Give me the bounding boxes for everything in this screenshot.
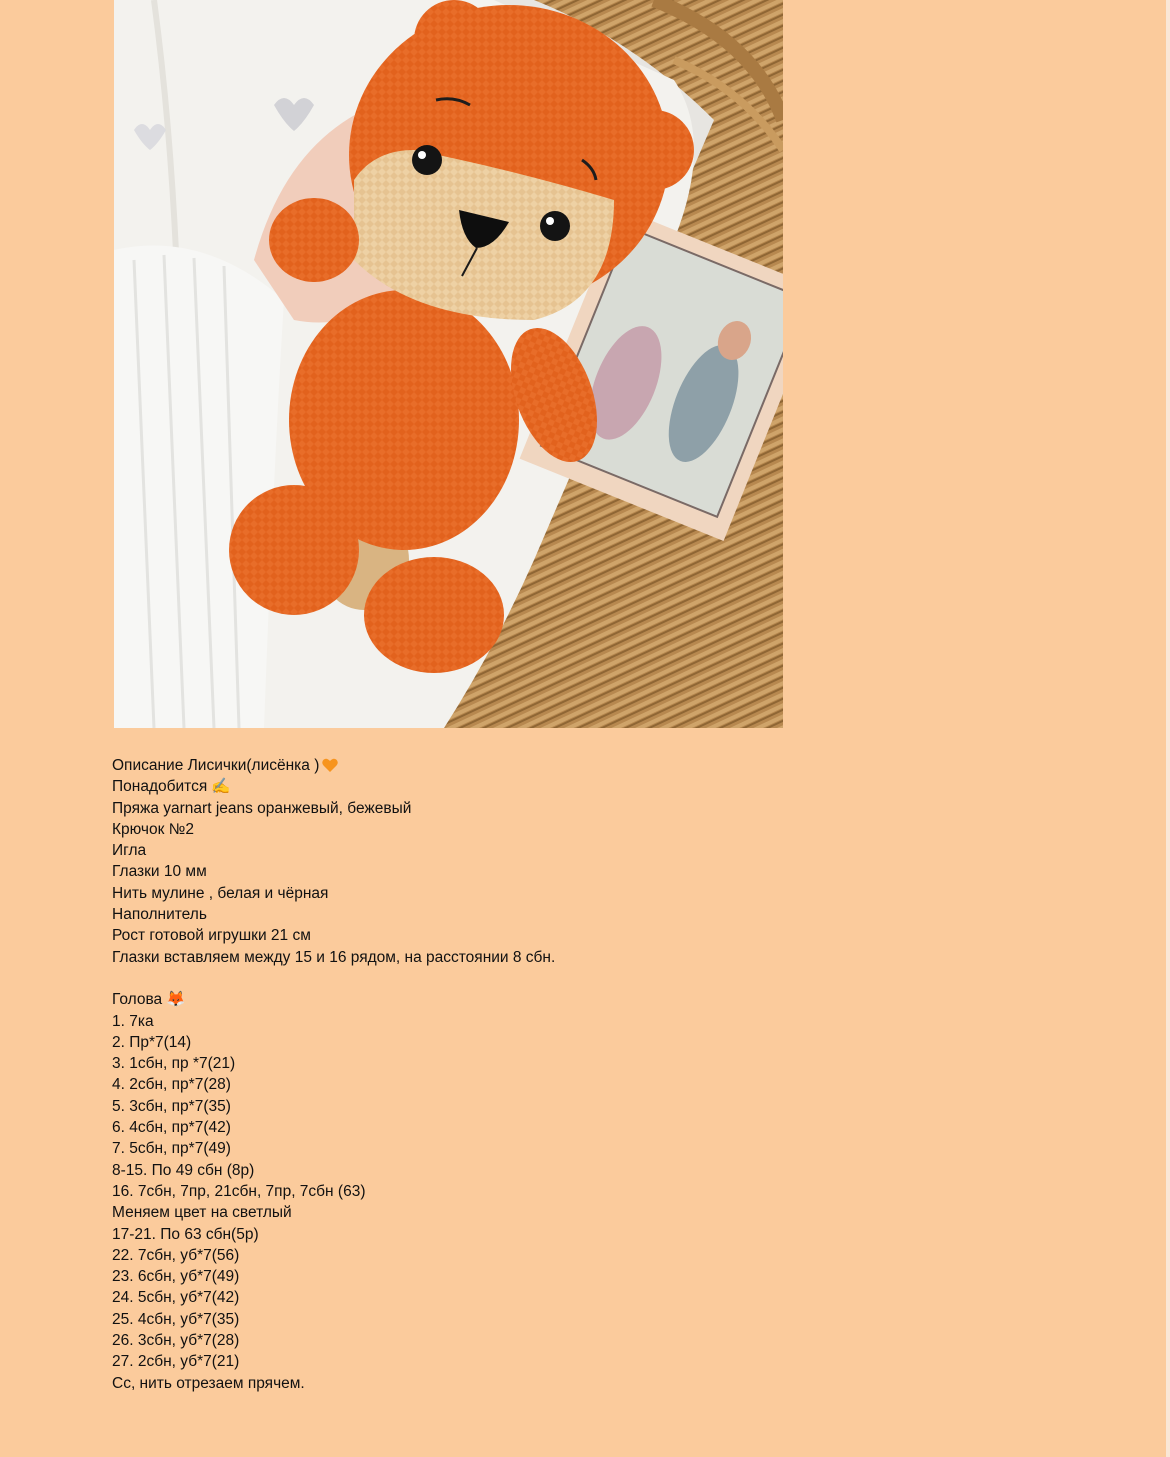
fox-icon: 🦊	[166, 991, 186, 1009]
materials-item: Наполнитель	[112, 906, 207, 924]
row-item: 25. 4сбн, уб*7(35)	[112, 1310, 240, 1328]
row-item: 27. 2сбн, уб*7(21)	[112, 1353, 240, 1371]
row-item: Меняем цвет на светлый	[112, 1204, 292, 1222]
materials-item: Пряжа yarnart jeans оранжевый, бежевый	[112, 799, 412, 817]
row-item: 8-15. По 49 сбн (8р)	[112, 1161, 255, 1179]
row-item: 4. 2сбн, пр*7(28)	[112, 1076, 231, 1094]
row-item: 6. 4сбн, пр*7(42)	[112, 1119, 231, 1137]
row-item: 16. 7сбн, 7пр, 21сбн, 7пр, 7сбн (63)	[112, 1182, 366, 1200]
needs-label: Понадобится	[112, 778, 208, 796]
materials-item: Крючок №2	[112, 820, 194, 838]
head-rows	[112, 1011, 1012, 1394]
materials-item: Глазки 10 мм	[112, 863, 207, 881]
row-item: 22. 7сбн, уб*7(56)	[112, 1246, 240, 1264]
row-item: 5. 3сбн, пр*7(35)	[112, 1097, 231, 1115]
row-item: 26. 3сбн, уб*7(28)	[112, 1332, 240, 1350]
fox-toy-photo	[114, 0, 783, 728]
writing-hand-icon: ✍	[211, 778, 231, 796]
head-title-line	[112, 989, 1012, 1010]
description-title: Описание Лисички(лисёнка )	[112, 757, 320, 774]
materials-item: Рост готовой игрушки 21 см	[112, 927, 311, 945]
row-item: 1. 7ка	[112, 1012, 154, 1030]
head-title: Голова	[112, 991, 163, 1009]
row-item: 17-21. По 63 сбн(5р)	[112, 1225, 259, 1243]
description-title-line	[112, 755, 1012, 776]
needs-line	[112, 776, 1012, 797]
materials-item: Глазки вставляем между 15 и 16 рядом, на расстоянии 8 сбн.	[112, 948, 556, 966]
materials-item: Игла	[112, 842, 147, 860]
row-item: Сс, нить отрезаем прячем.	[112, 1374, 305, 1392]
row-item: 23. 6сбн, уб*7(49)	[112, 1268, 240, 1286]
row-item: 3. 1сбн, пр *7(21)	[112, 1055, 236, 1073]
materials-item: Нить мулине , белая и чёрная	[112, 884, 329, 902]
materials-list	[112, 798, 1012, 968]
row-item: 2. Пр*7(14)	[112, 1033, 192, 1051]
pattern-text	[112, 755, 1012, 1394]
row-item: 7. 5сбн, пр*7(49)	[112, 1140, 231, 1158]
row-item: 24. 5сбн, уб*7(42)	[112, 1289, 240, 1307]
heart-icon	[322, 758, 338, 772]
page-edge	[1166, 0, 1170, 1457]
blank-line	[112, 968, 1012, 989]
